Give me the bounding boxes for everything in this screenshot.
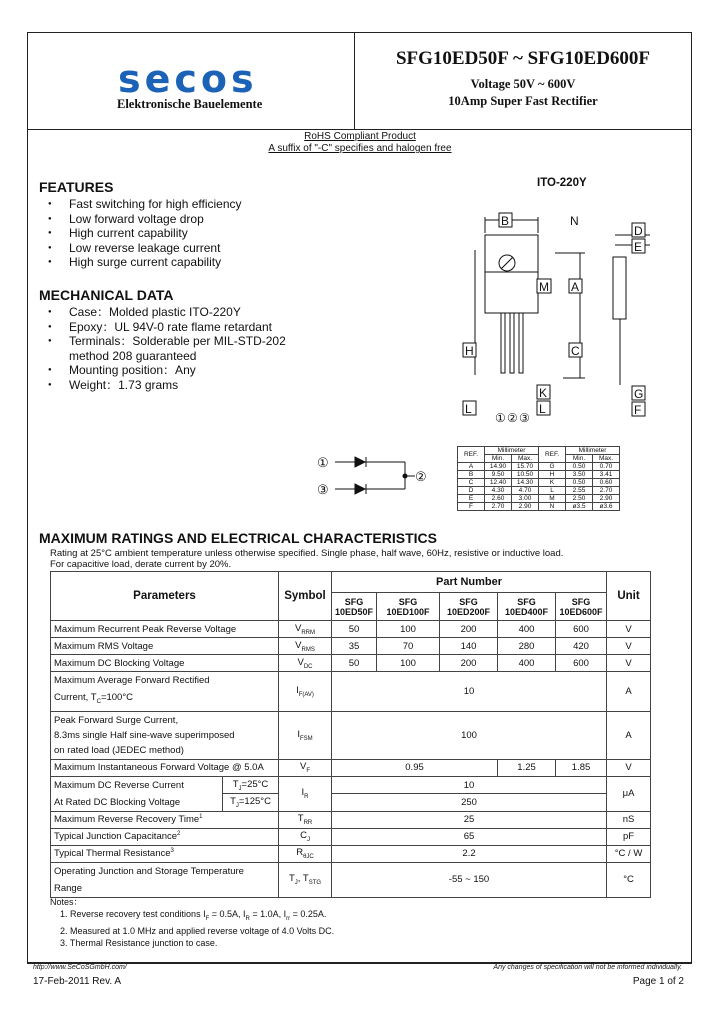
list-item: ● Case：Molded plastic ITO-220Y	[48, 305, 286, 320]
table-row: Operating Junction and Storage Temperature Range $T_J$, $T_{STG}$ -55 ~ 150 °C	[51, 862, 651, 897]
voltage-range: Voltage 50V ~ 600V	[470, 77, 576, 91]
package-outline-drawing	[455, 195, 655, 425]
notes-title: Notes：	[50, 897, 83, 907]
dim-label: L	[465, 402, 472, 416]
table-row: Maximum Instantaneous Forward Voltage @ 5.0A $V_F$ 0.95 1.25 1.85 V	[51, 759, 651, 776]
features-list	[48, 197, 242, 270]
dimension-table	[457, 446, 620, 511]
table-header: Millimeter	[566, 447, 620, 455]
table-row: F 2.70 2.90 N ø3.5 ø3.6	[458, 503, 620, 511]
notes-section	[50, 896, 334, 949]
ratings-heading: MAXIMUM RATINGS AND ELECTRICAL CHARACTERISTICS	[39, 530, 437, 546]
pin-label: ③	[519, 411, 530, 425]
table-row: Maximum Average Forward Rectified Current, $T_C=100^\circ C$ $I_{F(AV)}$ 10 A	[51, 672, 651, 712]
list-item: ● Fast switching for high efficiency	[48, 197, 242, 212]
table-row: Peak Forward Surge Current, 8.3ms single Half sine-wave superimposed on rated load (JEDEC method) $I_{FSM}$ 100 A	[51, 711, 651, 759]
pin-label: ①	[495, 411, 506, 425]
table-row: Maximum Reverse Recovery Time$^1$ $T_{RR}$ 25 nS	[51, 811, 651, 828]
package-name: ITO-220Y	[537, 177, 587, 189]
rohs-note: RoHS Compliant Product	[304, 131, 416, 142]
table-row: Typical Junction Capacitance$^2$ $C_J$ 65 pF	[51, 828, 651, 845]
dim-label: K	[539, 386, 548, 400]
table-row: D 4.30 4.70 L 2.55 2.70	[458, 487, 620, 495]
pin-label: ②	[507, 411, 518, 425]
circuit-diagram	[315, 450, 430, 500]
list-item: ● Low forward voltage drop	[48, 212, 242, 227]
table-row: Maximum RMS Voltage $V_{RMS}$ 35 70 140 280 420 V	[51, 638, 651, 655]
website-link[interactable]: http://www.SeCoSGmbH.com/	[33, 964, 127, 971]
table-header: REF.	[458, 447, 485, 463]
dim-label: G	[634, 387, 644, 401]
halogen-note: A suffix of "-C" specifies and halogen free	[268, 143, 452, 154]
dim-label: M	[539, 280, 549, 294]
list-item: ● Low reverse leakage current	[48, 241, 242, 256]
features-heading: FEATURES	[39, 179, 114, 195]
table-row: C 12.40 14.30 K 0.50 0.60	[458, 479, 620, 487]
list-item: ● Mounting position：Any	[48, 363, 286, 378]
brand-logo: secos	[118, 57, 258, 101]
table-row: Maximum DC Blocking Voltage $V_{DC}$ 50 100 200 400 600 V	[51, 655, 651, 672]
dim-label: A	[571, 280, 580, 294]
dim-label: D	[634, 224, 643, 238]
part-number-header: Part Number	[332, 572, 607, 593]
unit-header: Unit	[607, 572, 651, 621]
list-item: ● High current capability	[48, 226, 242, 241]
dim-label: B	[501, 214, 510, 228]
list-item: ● Terminals：Solderable per MIL-STD-202	[48, 334, 286, 349]
circuit-pin-label: ②	[415, 469, 427, 484]
parameters-header: Parameters	[51, 572, 279, 621]
table-row: B 9.50 10.50 H 3.50 3.41	[458, 471, 620, 479]
list-item-continuation: method 208 guaranteed	[69, 348, 197, 363]
dim-label: L	[539, 402, 546, 416]
table-header: Min.	[485, 455, 512, 463]
brand-subtitle: Elektronische Bauelemente	[117, 97, 263, 111]
product-description: 10Amp Super Fast Rectifier	[448, 94, 598, 108]
table-row: Typical Thermal Resistance$^3$ $R_{\theta JC}$ 2.2 °C / W	[51, 845, 651, 862]
list-item: ● High surge current capability	[48, 255, 242, 270]
header-divider	[27, 129, 692, 130]
capacitive-note: For capacitive load, derate current by 20%.	[50, 559, 232, 570]
part-range-title: SFG10ED50F ~ SFG10ED600F	[395, 48, 651, 69]
table-row: A 14.90 15.70 G 0.50 0.70	[458, 463, 620, 471]
mechanical-heading: MECHANICAL DATA	[39, 287, 174, 303]
list-item: ● Epoxy：UL 94V-0 rate flame retardant	[48, 320, 286, 335]
disclaimer: Any changes of specification will not be informed individually.	[493, 964, 682, 971]
dim-label: E	[634, 240, 643, 254]
diode-icon	[355, 484, 365, 494]
dim-label: H	[465, 344, 474, 358]
table-header: Min.	[566, 455, 593, 463]
dim-label: C	[571, 344, 580, 358]
page-number: Page 1 of 2	[632, 976, 684, 987]
diode-icon	[355, 457, 365, 467]
table-row: $T_J=125^\circ C$ 250	[51, 794, 651, 812]
dim-label: F	[634, 403, 642, 417]
revision-date: 17-Feb-2011 Rev. A	[33, 976, 122, 987]
rating-conditions: Rating at 25°C ambient temperature unless otherwise specified. Single phase, half wave, 60Hz, resistive or inductive load.	[50, 548, 564, 559]
table-row: E 2.60 3.00 M 2.50 2.90	[458, 495, 620, 503]
dim-label: N	[570, 214, 579, 228]
table-row: Maximum Recurrent Peak Reverse Voltage $V_{RRM}$ 50 100 200 400 600 V	[51, 621, 651, 638]
table-header: Millimeter	[485, 447, 539, 455]
circuit-pin-label: ③	[317, 482, 329, 497]
note-item: 1. Reverse recovery test conditions $I_F = 0.5A$, $I_R = 1.0A$, $I_{rr} = 0.25A$.	[60, 909, 327, 922]
table-row: Maximum DC Reverse Current At Rated DC Blocking Voltage $T_J=25^\circ C$ $I_R$ 10 μA	[51, 776, 651, 794]
note-item: 3. Thermal Resistance junction to case.	[60, 937, 218, 948]
ratings-table: Parameters Symbol Part Number Unit SFG 10ED50F SFG 10ED100F SFG 10ED200F SFG 10ED400F SFG 10ED600F Maximum Recurrent Peak Reverse Voltage $V_{RRM}$ 50 100 200 400 600 V Maximum RMS Voltage $V_{RMS}$ 35 70 140 280 420 V Maximum DC Blocking Voltage $V_{DC}$ 50 100 200 400 600 V Maximum Average Forward Rectified Current, $T_C=100^\circ C$ $I_{F(AV)}$ 10 A Peak Forward Surge Current, 8.3ms single Half sine-wave superimposed on rated load (JEDEC method) $I_{FSM}$ 100 A Maximum Instantaneous Forward Voltage @ 5.0A $V_F$ 0.95 1.25 1.85 V Maximum DC Reverse Current At Rated DC Blocking Voltage $T_J=25^\circ C$ $I_R$ 10 μA $T_J=125^\circ C$ 250 Maximum Reverse Recovery Time$^1$ $T_{RR}$ 25 nS Typical Junction Capacitance$^2$ $C_J$ 65 pF Typical Thermal Resistance$^3$ $R_{\theta JC}$ 2.2 °C / W Operating Junction and Storage Temperature Range $T_J$, $T_{STG}$ -55 ~ 150 °C	[50, 571, 651, 898]
table-header: Max.	[593, 455, 620, 463]
table-header: REF.	[539, 447, 566, 463]
mechanical-list	[48, 305, 286, 393]
package-body	[485, 235, 538, 313]
table-header: Max.	[512, 455, 539, 463]
circuit-pin-label: ①	[317, 455, 329, 470]
list-item: ● Weight：1.73 grams	[48, 378, 286, 393]
note-item: 2. Measured at 1.0 MHz and applied reverse voltage of 4.0 Volts DC.	[60, 925, 335, 936]
symbol-header: Symbol	[279, 572, 332, 621]
